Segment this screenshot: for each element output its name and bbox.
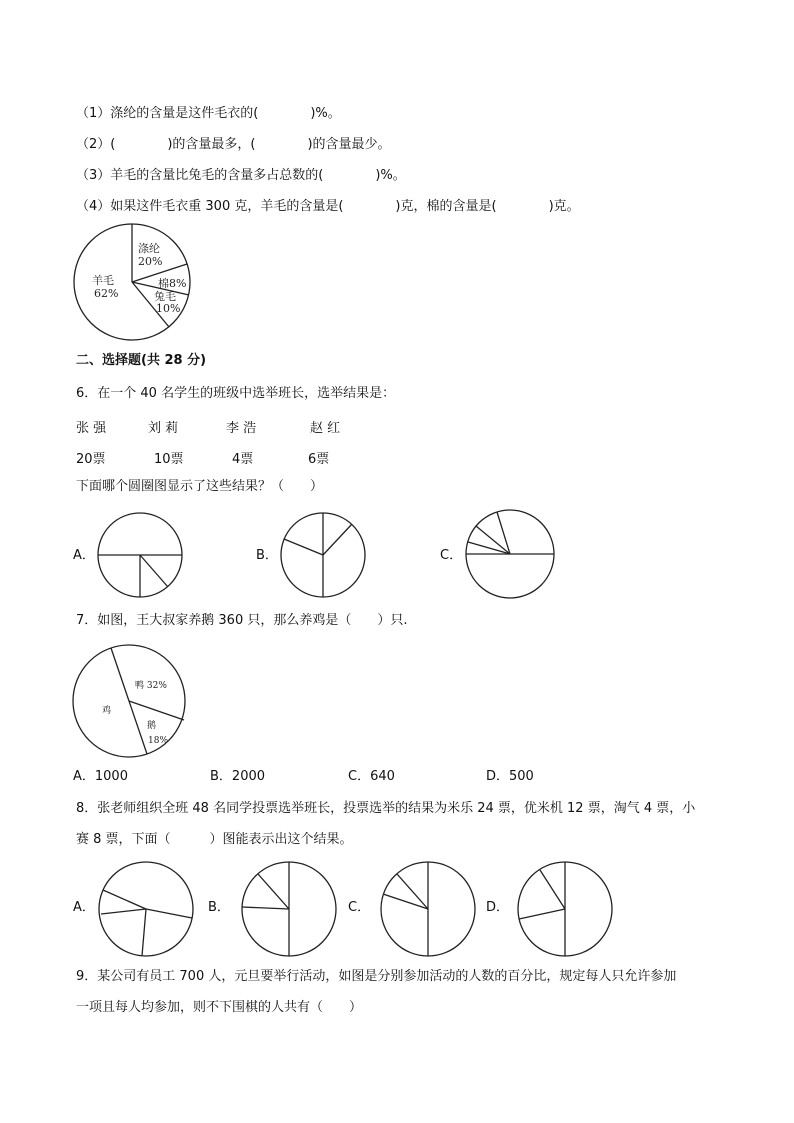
q6-name: 刘 莉 (148, 421, 179, 436)
q5-sub3: （3）羊毛的含量比兔毛的含量多占总数的( )%。 (76, 168, 406, 183)
q6-vote: 6票 (308, 452, 330, 467)
q5-sub1: （1）涤纶的含量是这件毛衣的( )%。 (76, 106, 341, 121)
q8-stem-line2: 赛 8 票，下面（ ）图能表示出这个结果。 (76, 832, 353, 847)
q7-option-d[interactable]: D．500 (486, 769, 534, 784)
q6-option-a[interactable]: A． (73, 548, 95, 563)
label-rabbit-pct: 10% (156, 302, 181, 315)
q8-option-a[interactable]: A． (73, 900, 95, 915)
label-goose: 鹅 (147, 721, 157, 731)
q7-option-c[interactable]: C．640 (348, 769, 395, 784)
q6-option-c[interactable]: C． (440, 548, 463, 563)
q6-vote: 4票 (232, 452, 254, 467)
q6-name: 赵 红 (310, 421, 341, 436)
q9-stem-line1: 9．某公司有员工 700 人，元旦要举行活动，如图是分别参加活动的人数的百分比，规定每人只允许参加 (76, 969, 677, 984)
label-rabbit: 兔毛 (154, 290, 176, 303)
q6-name: 张 强 (76, 421, 107, 436)
q8-stem-line1: 8．张老师组织全班 48 名同学投票选举班长，投票选举的结果为米乐 24 票，优米机 12 票，淘气 4 票，小 (76, 801, 696, 816)
q8-pie-d[interactable] (517, 862, 617, 958)
label-wool-pct: 62% (94, 287, 119, 300)
q7-stem: 7．如图，王大叔家养鹅 360 只，那么养鸡是（ ）只. (76, 613, 408, 628)
q6-vote: 10票 (154, 452, 184, 467)
q8-pie-a[interactable] (98, 862, 198, 958)
q8-pie-b[interactable] (241, 862, 341, 958)
label-polyester-pct: 20% (138, 255, 163, 268)
section-title: 二、选择题(共 28 分) (76, 353, 207, 368)
q6-stem: 6．在一个 40 名学生的班级中选举班长，选举结果是： (76, 386, 396, 401)
q8-option-b[interactable]: B． (208, 900, 230, 915)
label-wool: 羊毛 (92, 274, 114, 287)
q6-vote: 20票 (76, 452, 106, 467)
q9-stem-line2: 一项且每人均参加，则不下围棋的人共有（ ） (76, 1000, 363, 1015)
sweater-pie-chart (70, 220, 200, 350)
q6-pie-b[interactable] (280, 512, 370, 602)
q6-ask: 下面哪个圆圈图显示了这些结果？（ ） (76, 479, 324, 494)
q5-sub2: （2）( )的含量最多，( )的含量最少。 (76, 137, 391, 152)
farm-pie-chart (72, 646, 192, 762)
q7-option-b[interactable]: B．2000 (210, 769, 266, 784)
q8-option-c[interactable]: C． (348, 900, 371, 915)
q6-pie-a[interactable] (97, 512, 187, 602)
q7-option-a[interactable]: A．1000 (73, 769, 128, 784)
label-chicken: 鸡 (102, 706, 112, 716)
q6-name: 李 浩 (226, 421, 257, 436)
label-duck: 鸭 32% (135, 681, 167, 691)
label-goose-pct: 18% (148, 736, 169, 746)
label-polyester: 涤纶 (138, 242, 160, 255)
q8-pie-c[interactable] (380, 862, 480, 958)
q6-pie-c[interactable] (466, 510, 558, 602)
q6-option-b[interactable]: B． (256, 548, 278, 563)
q8-option-d[interactable]: D． (486, 900, 510, 915)
label-cotton: 棉8% (158, 277, 187, 290)
q5-sub4: （4）如果这件毛衣重 300 克，羊毛的含量是( )克，棉的含量是( )克。 (76, 199, 580, 214)
